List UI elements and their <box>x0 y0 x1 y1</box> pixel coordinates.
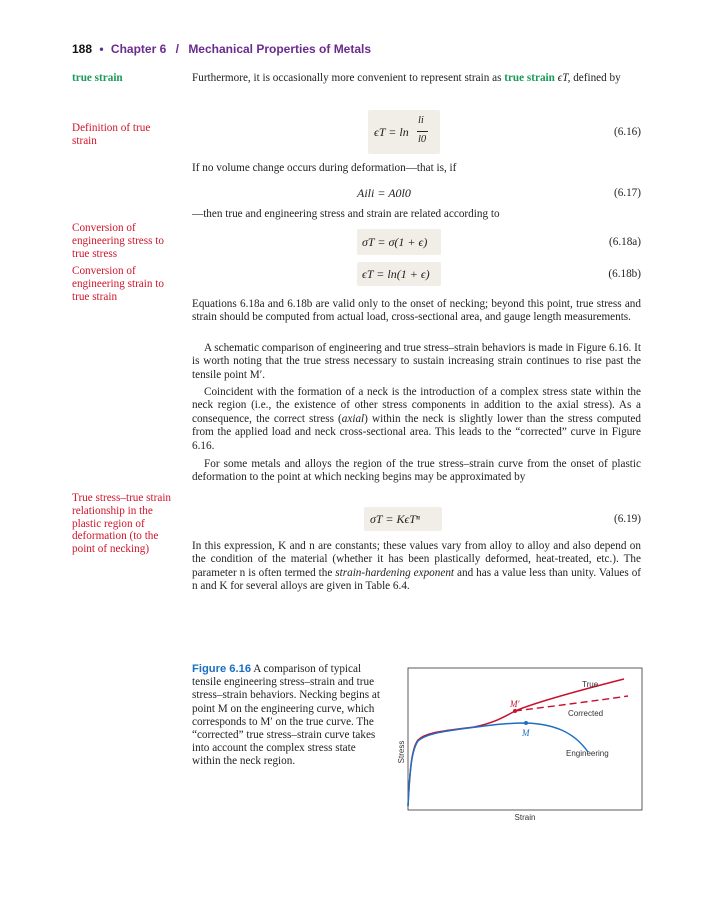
margin-note-stress-strain-relationship: True stress–true strain relationship in the plastic region of deformation (to the point of necking) <box>72 492 172 556</box>
equation-6-18a: σT = σ(1 + ϵ) <box>362 235 428 249</box>
equation-6-16-lhs: ϵT = ln <box>374 125 409 139</box>
paragraph-comparison: A schematic comparison of engineering and true stress–strain behaviors is made in Figure 6.16. It is worth noting that the true stress necessary to sustain increasing strain continues to rise past the tensile point M′. <box>192 342 641 381</box>
margin-note-definition: Definition of true strain <box>72 122 151 147</box>
paragraph-volume: If no volume change occurs during deformation—that is, if <box>192 162 457 174</box>
symbol-eps-t: ϵT, <box>557 72 571 84</box>
text-run: Furthermore, it is occasionally more convenient to represent strain as <box>192 72 502 84</box>
text-run: In this expression, K and n are constants; these values vary from alloy to alloy and also depend on the condition of the material (whether it has been plastically deformed, heat-treated, etc.). The parameter n is often termed the <box>192 540 641 579</box>
text-run: and has a value less than unity. Values of n and K for several alloys are given in Table 6.4. <box>192 566 642 593</box>
emphasis-axial: axial <box>341 412 365 425</box>
legend-engineering: Engineering <box>566 749 609 758</box>
equation-number-6-18b: (6.18b) <box>608 268 641 280</box>
label-m: M <box>522 728 530 738</box>
equation-6-16-numerator: li <box>418 115 424 126</box>
chapter-label: Chapter 6 <box>110 42 167 56</box>
plot-frame <box>408 668 642 810</box>
paragraph-constants <box>192 540 641 594</box>
point-m-prime <box>513 709 517 713</box>
chapter-title: Mechanical Properties of Metals <box>188 42 372 56</box>
engineering-curve <box>408 723 588 806</box>
equation-number-6-16: (6.16) <box>613 126 641 138</box>
emphasis-strain-hardening: strain-hardening exponent <box>335 566 455 579</box>
running-header <box>72 42 371 56</box>
figure-label: Figure 6.16 <box>192 663 252 675</box>
margin-note-conversion-strain: Conversion of engineering strain to true strain <box>72 265 164 303</box>
fraction-bar <box>417 131 428 132</box>
header-bullet: • <box>99 42 104 56</box>
margin-note-conversion-stress: Conversion of engineering stress to true stress <box>72 222 164 260</box>
figure-caption-text: A comparison of typical tensile engineering stress–strain and true stress–strain behaviors. Necking begins at point M on the engineering curve, which corresponds to M′ on the true curve. The “corrected” true stress–strain curve takes into account the complex stress state within the neck region. <box>192 663 380 768</box>
equation-6-18b: ϵT = ln(1 + ϵ) <box>362 267 430 281</box>
text-run: Coincident with the formation of a neck is the introduction of a complex stress state within the neck region (i.e., the existence of other stress components in addition to the axial stress). As a consequence, the correct stress ( <box>192 386 641 425</box>
equation-number-6-17: (6.17) <box>613 187 641 199</box>
equation-6-16-denominator: l0 <box>418 134 427 145</box>
text-run: ) within the neck is slightly lower than the stress computed from the applied load and neck cross-sectional area. This leads to the “corrected” curve in Figure 6.16. <box>192 412 641 452</box>
x-axis-label: Strain <box>514 813 536 822</box>
paragraph-necking: Equations 6.18a and 6.18b are valid only to the onset of necking; beyond this point, true stress and strain should be computed from actual load, cross-sectional area, and gauge length measurements. <box>192 298 641 324</box>
paragraph-approximation: For some metals and alloys the region of the true stress–strain curve from the onset of plastic deformation to the point at which necking begins may be approximated by <box>192 458 641 484</box>
figure-caption <box>192 663 387 769</box>
margin-note-true-strain: true strain <box>72 72 123 84</box>
point-m <box>524 721 528 725</box>
legend-true: True <box>582 680 599 689</box>
equation-number-6-18a: (6.18a) <box>609 236 641 248</box>
equation-6-17: Aili = A0l0 <box>357 186 411 200</box>
text-run: defined by <box>573 72 621 84</box>
page-number: 188 <box>72 42 93 56</box>
chart-svg <box>394 666 648 822</box>
paragraph-intro <box>192 72 641 85</box>
legend-corrected: Corrected <box>568 709 604 718</box>
label-m-prime: M′ <box>510 699 520 709</box>
y-axis-label: Stress <box>397 740 406 764</box>
header-separator: / <box>175 42 179 56</box>
equation-6-19: σT = KϵTⁿ <box>370 512 420 526</box>
keyword-true-strain: true strain <box>504 72 555 84</box>
equation-number-6-19: (6.19) <box>613 513 641 525</box>
paragraph-relation: —then true and engineering stress and strain are related according to <box>192 208 500 220</box>
stress-strain-chart <box>394 666 648 822</box>
paragraph-complex-stress <box>192 386 641 453</box>
